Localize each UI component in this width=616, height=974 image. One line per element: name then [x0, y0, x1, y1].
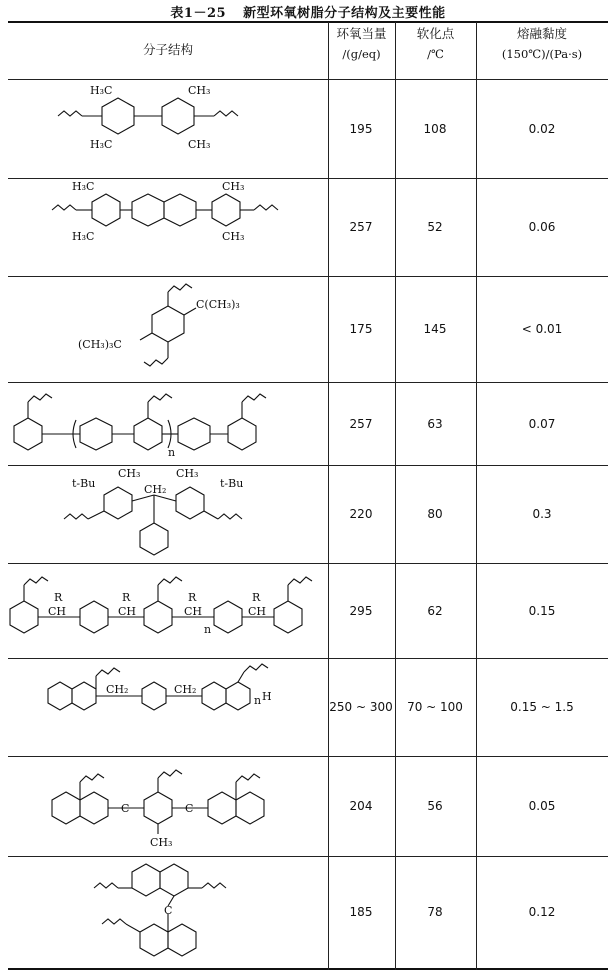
epoxy-equivalent: 257 — [349, 220, 373, 234]
melt-viscosity: < 0.01 — [521, 322, 563, 336]
softening-point: 108 — [423, 122, 447, 136]
header-structure: 分子结构 — [142, 42, 193, 57]
label-ch3: CH₃ — [222, 230, 245, 243]
melt-viscosity: 0.06 — [528, 220, 556, 234]
label-r: R — [54, 591, 63, 604]
melt-viscosity: 0.15 ~ 1.5 — [510, 700, 574, 714]
softening-point: 78 — [427, 905, 443, 919]
melt-viscosity: 0.12 — [528, 905, 556, 919]
table-row — [8, 563, 608, 658]
epoxy-equivalent: 175 — [349, 322, 373, 336]
header-softening-label: 软化点 — [416, 26, 455, 41]
label-ch3: CH₃ — [176, 467, 199, 480]
epoxy-equivalent: 185 — [349, 905, 373, 919]
table-row — [8, 178, 608, 276]
structure-drawing — [8, 563, 326, 658]
table-number: 表1－25 — [170, 6, 227, 21]
table-row — [8, 276, 608, 382]
melt-viscosity: 0.3 — [532, 507, 552, 521]
label-c: C — [164, 904, 173, 917]
table-row — [8, 658, 608, 756]
epoxy-equivalent: 204 — [349, 799, 373, 813]
label-ch3: CH₃ — [222, 180, 245, 193]
label-h3c: H₃C — [90, 84, 113, 97]
structure-drawing — [8, 276, 326, 382]
melt-viscosity: 0.05 — [528, 799, 556, 813]
table-row — [8, 465, 608, 563]
epoxy-equivalent: 220 — [349, 507, 373, 521]
label-ch2: CH₂ — [174, 683, 197, 696]
top-rule — [8, 21, 608, 23]
label-ch: CH — [248, 605, 267, 618]
structure-drawing — [8, 80, 326, 178]
label-r: R — [188, 591, 197, 604]
epoxy-equivalent: 295 — [349, 603, 373, 618]
header-viscosity-label: 熔融黏度 — [516, 26, 567, 41]
label-ch2: CH₂ — [144, 483, 167, 496]
table-row — [8, 80, 608, 178]
label-ch: CH — [118, 605, 137, 618]
structure-drawing — [8, 465, 326, 563]
structure-drawing — [8, 756, 326, 856]
table-title: 新型环氧树脂分子结构及主要性能 — [243, 6, 446, 21]
label-repeat-n: n — [204, 623, 212, 636]
softening-point: 145 — [423, 322, 447, 336]
label-h: H — [262, 690, 272, 703]
epoxy-equivalent: 257 — [349, 416, 373, 431]
structure-drawing — [8, 178, 326, 276]
label-r: R — [252, 591, 261, 604]
table-caption — [0, 2, 616, 21]
label-ch: CH — [184, 605, 203, 618]
bottom-rule — [8, 968, 608, 970]
header-eew-unit: /(g/eq) — [342, 47, 381, 61]
label-t-bu: t-Bu — [220, 477, 244, 490]
epoxy-equivalent: 250 ~ 300 — [329, 700, 393, 714]
label-c: C — [185, 802, 194, 815]
label-c: C — [121, 802, 130, 815]
label-repeat-n: n — [254, 694, 262, 707]
label-ch3: CH₃ — [188, 84, 211, 97]
label-tert-butyl: (CH₃)₃C — [78, 338, 122, 351]
table-row — [8, 756, 608, 856]
label-ch3: CH₃ — [188, 138, 211, 151]
melt-viscosity: 0.07 — [528, 416, 556, 431]
label-r: R — [122, 591, 131, 604]
softening-point: 63 — [427, 416, 443, 431]
label-t-bu: t-Bu — [72, 477, 96, 490]
header-viscosity-unit: (150℃)/(Pa·s) — [501, 47, 583, 61]
label-h3c: H₃C — [72, 230, 95, 243]
label-ch2: CH₂ — [106, 683, 129, 696]
melt-viscosity: 0.02 — [528, 122, 556, 136]
structure-drawing — [8, 382, 326, 465]
table-row — [8, 382, 608, 465]
header-melt-viscosity — [476, 24, 608, 64]
header-epoxy-equivalent — [328, 24, 395, 64]
softening-point: 62 — [427, 603, 443, 618]
label-h3c: H₃C — [90, 138, 113, 151]
softening-point: 80 — [427, 507, 443, 521]
softening-point: 56 — [427, 799, 443, 813]
softening-point: 52 — [427, 220, 443, 234]
header-softening-unit: /℃ — [427, 47, 444, 61]
header-softening-point — [395, 24, 476, 64]
structure-drawing — [8, 658, 326, 756]
label-repeat-n: n — [168, 446, 176, 459]
label-ch3: CH₃ — [118, 467, 141, 480]
label-ch: CH — [48, 605, 67, 618]
structure-drawing — [8, 856, 326, 968]
label-h3c: H₃C — [72, 180, 95, 193]
table-row — [8, 856, 608, 968]
softening-point: 70 ~ 100 — [407, 700, 463, 714]
melt-viscosity: 0.15 — [528, 603, 556, 618]
label-ch3: CH₃ — [150, 836, 173, 849]
epoxy-equivalent: 195 — [349, 122, 373, 136]
label-tert-butyl: C(CH₃)₃ — [196, 298, 240, 311]
header-eew-label: 环氧当量 — [336, 26, 387, 41]
